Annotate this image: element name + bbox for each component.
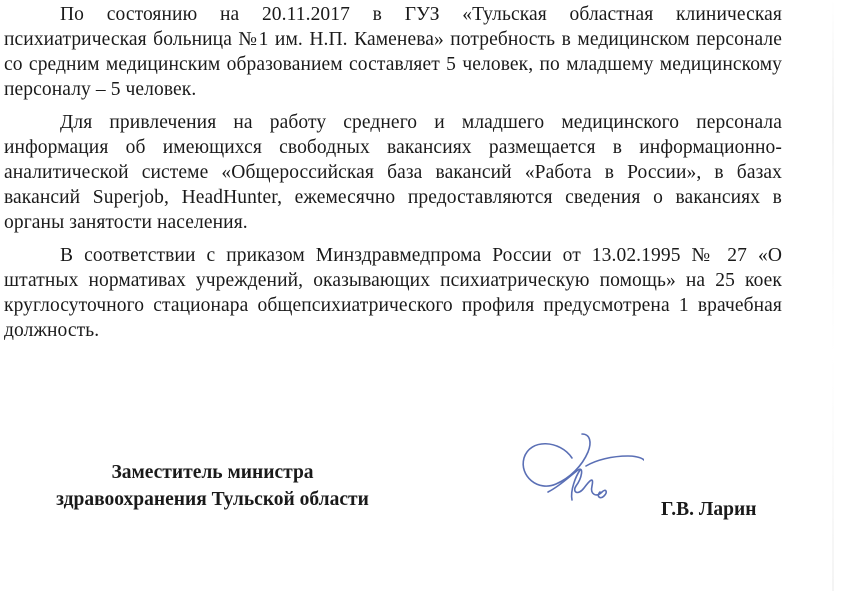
signer-name: Г.В. Ларин (661, 499, 757, 520)
signer-title-line-2: здравоохранения Тульской области (56, 489, 369, 510)
handwritten-signature (520, 426, 644, 526)
signature-stroke-tail (586, 456, 644, 466)
signer-title-line-1: Заместитель министра (111, 462, 314, 483)
paragraph-staffing-needs: По состоянию на 20.11.2017 в ГУЗ «Тульская областная клиническая психиатрическая больница №1 им. Н.П. Каменева» потребность в медицинском персонале со средним медицинским образованием составляет 5 человек, по младшему медицинскому персоналу – 5 человек. (4, 4, 782, 100)
paragraph-staffing-norms: В соответствии с приказом Минздравмедпрома России от 13.02.1995 № 27 «О штатных нормативах учреждений, оказывающих психиатрическую помощь» на 25 коек круглосуточного стационара общепсихиатрического профиля предусмотрена 1 врачебная должность. (4, 245, 782, 341)
document-body (4, 0, 782, 343)
paragraph-recruitment: Для привлечения на работу среднего и младшего медицинского персонала информация об имеющихся свободных вакансиях размещается в информационно-аналитической системе «Общероссийская база вакансий «Работа в России», в базах вакансий Superjob, HeadHunter, ежемесячно предоставляются сведения о вакансиях в органы занятости населения. (4, 112, 782, 233)
signature-block (0, 455, 841, 535)
signer-title (0, 459, 425, 513)
